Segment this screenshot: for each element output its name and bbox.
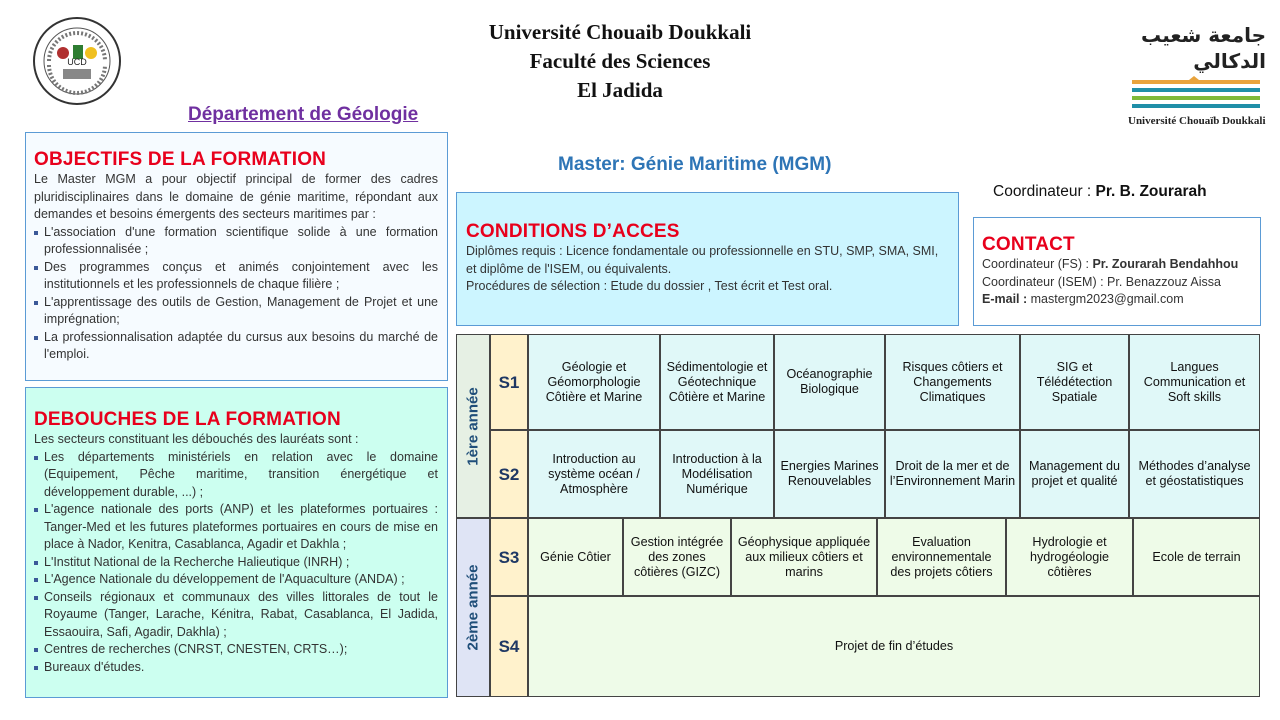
- module-cell: Risques côtiers et Changements Climatiques: [885, 334, 1020, 430]
- list-item: La professionnalisation adaptée du cursus aux besoins du marché de l'emploi.: [34, 329, 438, 364]
- module-cell: Hydrologie et hydrogéologie côtières: [1006, 518, 1133, 596]
- module-cell: Evaluation environnementale des projets côtiers: [877, 518, 1006, 596]
- conditions-selection: Procédures de sélection : Etude du dossier , Test écrit et Test oral.: [466, 279, 833, 293]
- list-item: Des programmes conçus et animés conjointement avec les institutionnels et les professionnels de chaque filière ;: [34, 259, 438, 294]
- contact-title: CONTACT: [982, 234, 1075, 255]
- logo-arabic-text: جامعة شعيب الدكالي: [1141, 23, 1266, 73]
- module-cell: Introduction à la Modélisation Numérique: [660, 430, 774, 518]
- curriculum-table: [456, 334, 1260, 697]
- city-name: El Jadida: [577, 78, 663, 102]
- module-cell: Introduction au système océan / Atmosphère: [528, 430, 660, 518]
- debouches-intro: Les secteurs constituant les débouchés des lauréats sont :: [34, 432, 359, 446]
- semester-s1: S1: [490, 334, 528, 430]
- module-cell: Sédimentologie et Géotechnique Côtière et Marine: [660, 334, 774, 430]
- contact-isem-label: Coordinateur (ISEM) :: [982, 274, 1108, 289]
- module-cell: Géophysique appliquée aux milieux côtiers et marins: [731, 518, 877, 596]
- year-2-text: 2ème année: [464, 564, 482, 651]
- list-item: L'Institut National de la Recherche Halieutique (INRH) ;: [34, 554, 438, 572]
- contact-box: [973, 217, 1261, 326]
- contact-email-link[interactable]: mastergm2023@gmail.com: [1030, 292, 1184, 306]
- module-cell: Energies Marines Renouvelables: [774, 430, 885, 518]
- university-logo-left: [27, 15, 127, 107]
- ucd-seal-text: UCD: [67, 57, 87, 67]
- debouches-list: [34, 449, 438, 677]
- faculty-name: Faculté des Sciences: [529, 49, 711, 73]
- waves-logo-icon: [1128, 74, 1264, 114]
- university-logo-right: [1128, 22, 1266, 127]
- year-1-text: 1ère année: [464, 386, 482, 466]
- contact-isem: [982, 274, 1253, 292]
- master-coordinator: [993, 183, 1207, 201]
- semester-s2: S2: [490, 430, 528, 518]
- module-cell: Méthodes d’analyse et géostatistiques: [1129, 430, 1260, 518]
- debouches-box: [25, 387, 448, 698]
- coordinator-name: Pr. B. Zourarah: [1095, 183, 1207, 200]
- list-item: Les départements ministériels en relation avec le domaine (Equipement, Pêche maritime, transition énergétique et développement durable, ...) ;: [34, 449, 438, 502]
- list-item: Centres de recherches (CNRST, CNESTEN, CRTS…);: [34, 641, 438, 659]
- module-cell: Droit de la mer et de l’Environnement Marin: [885, 430, 1020, 518]
- conditions-diplomas: Diplômes requis : Licence fondamentale ou professionnelle en STU, SMP, SMA, SMI, et diplôme de l'ISEM, ou équivalents.: [466, 244, 939, 276]
- module-cell: SIG et Télédétection Spatiale: [1020, 334, 1129, 430]
- module-cell: Gestion intégrée des zones côtières (GIZC): [623, 518, 731, 596]
- objectifs-title: OBJECTIFS DE LA FORMATION: [34, 149, 327, 170]
- conditions-title: CONDITIONS D’ACCES: [466, 221, 680, 242]
- list-item: L'agence nationale des ports (ANP) et les plateformes portuaires : Tanger-Med et les futures plateformes portuaires en cours de mise en place à Nador, Kenitra, Casablanca, Agadir et Dakhla ;: [34, 501, 438, 554]
- contact-fs: [982, 256, 1253, 274]
- module-cell: Management du projet et qualité: [1020, 430, 1129, 518]
- list-item: Bureaux d'études.: [34, 659, 438, 677]
- module-cell: Ecole de terrain: [1133, 518, 1260, 596]
- objectifs-intro: Le Master MGM a pour objectif principal de former des cadres pluridisciplinaires dans le domaine de génie maritime, répondant aux demandes et besoins émergents des secteurs maritimes par :: [34, 172, 438, 221]
- year-1-label: [456, 334, 490, 518]
- module-cell: Géologie et Géomorphologie Côtière et Marine: [528, 334, 660, 430]
- ucd-seal-icon: [27, 15, 127, 107]
- objectifs-list: [34, 224, 438, 364]
- contact-fs-label: Coordinateur (FS) :: [982, 257, 1093, 271]
- module-cell-pfe: Projet de fin d’études: [528, 596, 1260, 697]
- master-title: Master: Génie Maritime (MGM): [558, 154, 832, 175]
- logo-latin-text: Université Chouaïb Doukkali: [1128, 115, 1266, 127]
- semester-s4: S4: [490, 596, 528, 697]
- objectifs-box: [25, 132, 448, 381]
- contact-email-label: E-mail :: [982, 292, 1031, 306]
- list-item: L'apprentissage des outils de Gestion, Management de Projet et une imprégnation;: [34, 294, 438, 329]
- contact-fs-name: Pr. Zourarah Bendahhou: [1092, 257, 1239, 271]
- module-cell: Océanographie Biologique: [774, 334, 885, 430]
- header-titles: [400, 18, 840, 105]
- university-name: Université Chouaib Doukkali: [488, 20, 752, 44]
- module-cell: Langues Communication et Soft skills: [1129, 334, 1260, 430]
- department-link[interactable]: Département de Géologie: [188, 104, 419, 125]
- year-2-label: [456, 518, 490, 697]
- list-item: L'Agence Nationale du développement de l'Aquaculture (ANDA) ;: [34, 571, 438, 589]
- conditions-box: [456, 192, 959, 326]
- list-item: L'association d'une formation scientifique solide à une formation professionnalisée ;: [34, 224, 438, 259]
- coordinator-label: Coordinateur :: [993, 183, 1096, 200]
- contact-email: [982, 291, 1253, 309]
- module-cell: Génie Côtier: [528, 518, 623, 596]
- contact-isem-name: Pr. Benazzouz Aissa: [1107, 274, 1221, 289]
- list-item: Conseils régionaux et communaux des villes littorales de tout le Royaume (Tanger, Larache, Kénitra, Rabat, Casablanca, El Jadida, Essaouira, Safi, Agadir, Dakhla) ;: [34, 589, 438, 642]
- debouches-title: DEBOUCHES DE LA FORMATION: [34, 409, 341, 430]
- semester-s3: S3: [490, 518, 528, 596]
